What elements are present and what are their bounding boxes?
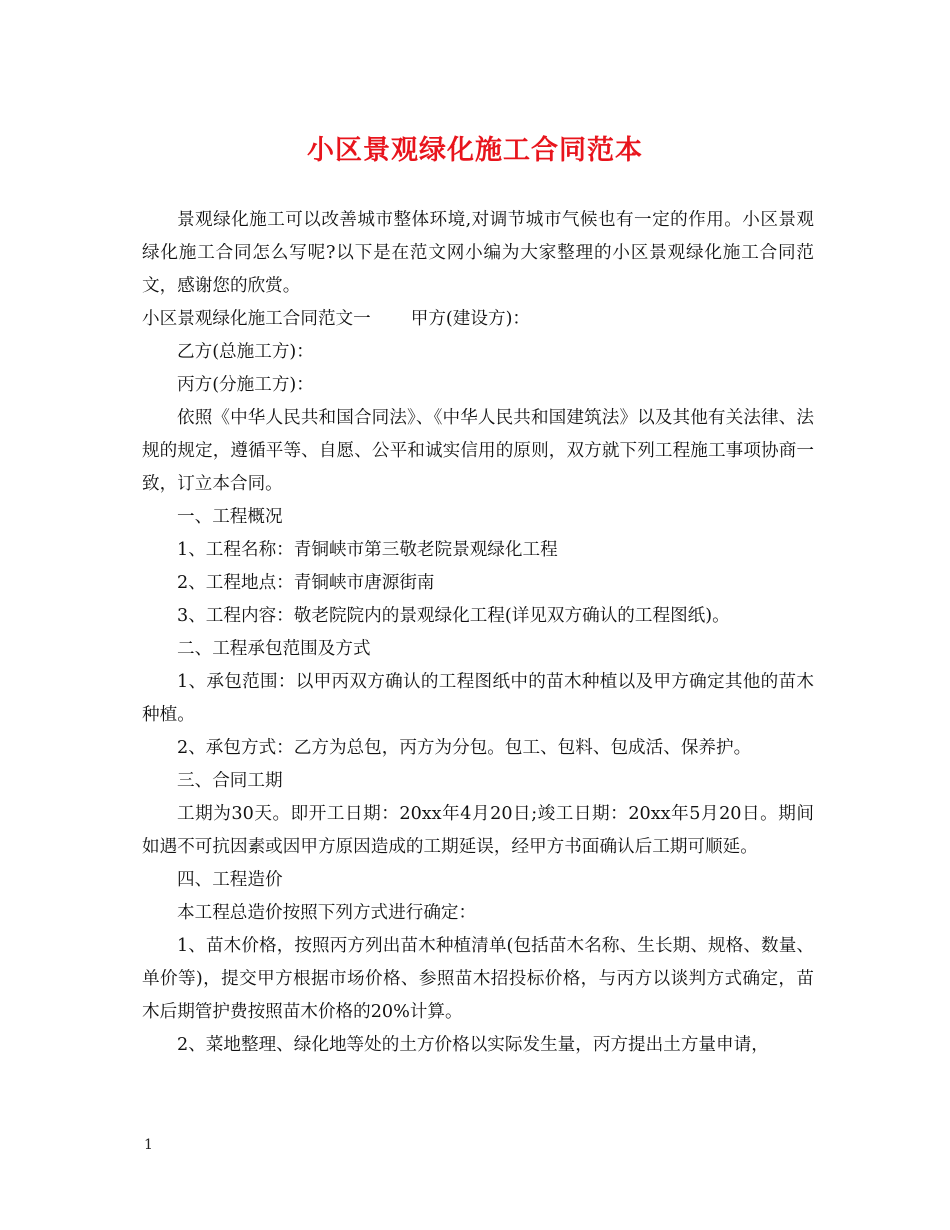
document-title: 小区景观绿化施工合同范本 [307, 135, 643, 166]
party-line [142, 303, 814, 336]
cost-intro-paragraph: 本工程总造价按照下列方式进行确定： [177, 903, 477, 923]
document-body [142, 204, 814, 1062]
project-location-item: 2、工程地点：青铜峡市唐源街南 [177, 573, 435, 593]
earthwork-price-item: 2、菜地整理、绿化地等处的土方价格以实际发生量，丙方提出土方量申请， [177, 1035, 769, 1055]
contract-method-item: 2、承包方式：乙方为总包，丙方为分包。包工、包料、包成活、保养护。 [177, 738, 752, 758]
section-heading-scope: 二、工程承包范围及方式 [177, 639, 371, 659]
project-content-item: 3、工程内容：敬老院院内的景观绿化工程(详见双方确认的工程图纸)。 [177, 606, 730, 626]
section-heading-overview: 一、工程概况 [177, 507, 283, 527]
scope-item: 1、承包范围：以甲丙双方确认的工程图纸中的苗木种植以及甲方确定其他的苗木种植。 [142, 672, 814, 725]
party-a-label: 甲方(建设方)： [410, 309, 531, 329]
seedling-price-item: 1、苗木价格，按照丙方列出苗木种植清单(包括苗木名称、生长期、规格、数量、单价等)，提交甲方根据市场价格、参照苗木招投标价格，与丙方以谈判方式确定，苗木后期管护费按照苗木价格的20%计算。 [142, 936, 814, 1022]
section-heading-cost: 四、工程造价 [177, 870, 283, 890]
contract-sample-heading: 小区景观绿化施工合同范文一 [142, 309, 371, 329]
page-number: 1 [144, 1137, 153, 1153]
section-heading-duration: 三、合同工期 [177, 771, 283, 791]
intro-paragraph: 景观绿化施工可以改善城市整体环境,对调节城市气候也有一定的作用。小区景观绿化施工合同怎么写呢?以下是在范文网小编为大家整理的小区景观绿化施工合同范文，感谢您的欣赏。 [142, 210, 814, 296]
legal-basis-paragraph: 依照《中华人民共和国合同法》、《中华人民共和国建筑法》以及其他有关法律、法规的规定，遵循平等、自愿、公平和诚实信用的原则，双方就下列工程施工事项协商一致，订立本合同。 [142, 408, 814, 494]
duration-paragraph: 工期为30天。即开工日期：20xx年4月20日;竣工日期：20xx年5月20日。期间如遇不可抗因素或因甲方原因造成的工期延误，经甲方书面确认后工期可顺延。 [142, 804, 814, 857]
party-c-label: 丙方(分施工方)： [177, 375, 314, 395]
project-name-item: 1、工程名称：青铜峡市第三敬老院景观绿化工程 [177, 540, 558, 560]
party-b-label: 乙方(总施工方)： [177, 342, 314, 362]
